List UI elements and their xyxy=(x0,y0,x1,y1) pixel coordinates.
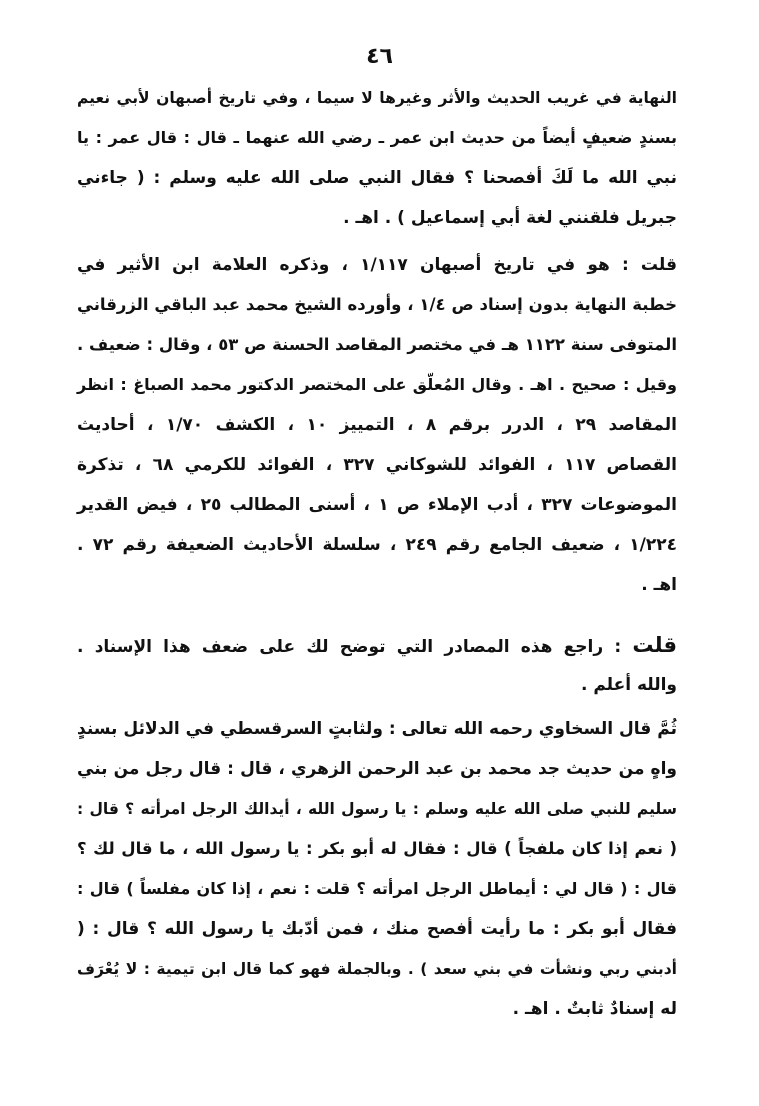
text-line: فقال أبو بكر : ما رأيت أفصح منك ، فمن أدّبك يا رسول الله ؟ قال : ( xyxy=(77,919,677,939)
qult-label: قلت xyxy=(632,633,677,657)
text-line: المتوفى سنة ١١٢٢ هـ في مختصر المقاصد الحسنة ص ٥٣ ، وقال : ضعيف . xyxy=(77,335,677,354)
text-line: القصاص ١١٧ ، الفوائد للشوكاني ٣٢٧ ، الفوائد للكرمي ٦٨ ، تذكرة xyxy=(77,455,678,475)
text-line: خطبة النهاية بدون إسناد ص ١/٤ ، وأورده الشيخ محمد عبد الباقي الزرقاني xyxy=(77,295,677,314)
page-number: ٤٦ xyxy=(366,44,393,69)
text-line: المقاصد ٢٩ ، الدرر برقم ٨ ، التمييز ١٠ ، الكشف ١/٧٠ ، أحاديث xyxy=(77,415,677,435)
text-line: قال : ( قال لي : أيماطل الرجل امرأته ؟ قلت : نعم ، إذا كان مفلساً ) قال : xyxy=(77,879,677,898)
text-line: بسندٍ ضعيفٍ أيضاً من حديث ابن عمر ـ رضي الله عنهما ـ قال : قال عمر : يا xyxy=(77,128,677,147)
text-line: واهٍ من حديث جد محمد بن عبد الرحمن الزهري ، قال : قال رجل من بني xyxy=(77,759,677,779)
text-line: الموضوعات ٣٢٧ ، أدب الإملاء ص ١ ، أسنى المطالب ٢٥ ، فيض القدير xyxy=(77,495,677,515)
text-line: جبريل فلقنني لغة أبي إسماعيل ) . اهـ . xyxy=(343,208,677,228)
text-line: والله أعلم . xyxy=(580,675,677,695)
text-line-rest: : راجع هذه المصادر التي توضح لك على ضعف هذا الإسناد . xyxy=(77,637,622,657)
text-line: سليم للنبي صلى الله عليه وسلم : يا رسول الله ، أيدالك الرجل امرأته ؟ قال : xyxy=(77,800,677,818)
text-line: أدبني ربي ونشأت في بني سعد ) . وبالجملة فهو كما قال ابن تيمية : لا يُعْرَف xyxy=(77,960,677,978)
text-line xyxy=(77,625,677,665)
text-line: وقيل : صحيح . اهـ . وقال المُعلّق على المختصر الدكتور محمد الصباغ : انظر xyxy=(77,375,677,394)
text-line: ١/٢٢٤ ، ضعيف الجامع رقم ٢٤٩ ، سلسلة الأحاديث الضعيفة رقم ٧٢ . xyxy=(77,535,677,555)
text-line: اهـ . xyxy=(641,575,677,595)
paragraph-3 xyxy=(77,625,677,705)
text-line: قلت : هو في تاريخ أصبهان ١/١١٧ ، وذكره العلامة ابن الأثير في xyxy=(77,255,677,275)
paragraph-2 xyxy=(77,245,677,605)
text-line: ( نعم إذا كان ملفجاً ) قال : فقال له أبو بكر : يا رسول الله ، ما قال لك ؟ xyxy=(77,839,677,858)
text-line: ثُمَّ قال السخاوي رحمه الله تعالى : ولثابتٍ السرقسطي في الدلائل بسندٍ xyxy=(77,719,677,739)
text-line: له إسنادٌ ثابتٌ . اهـ . xyxy=(512,999,677,1019)
paragraph-1 xyxy=(77,78,677,238)
text-line: نبي الله ما لَكَ أفصحنا ؟ فقال النبي صلى الله عليه وسلم : ( جاءني xyxy=(77,168,677,188)
text-line: النهاية في غريب الحديث والأثر وغيرها لا سيما ، وفي تاريخ أصبهان لأبي نعيم xyxy=(77,89,677,107)
paragraph-4 xyxy=(77,709,677,1029)
